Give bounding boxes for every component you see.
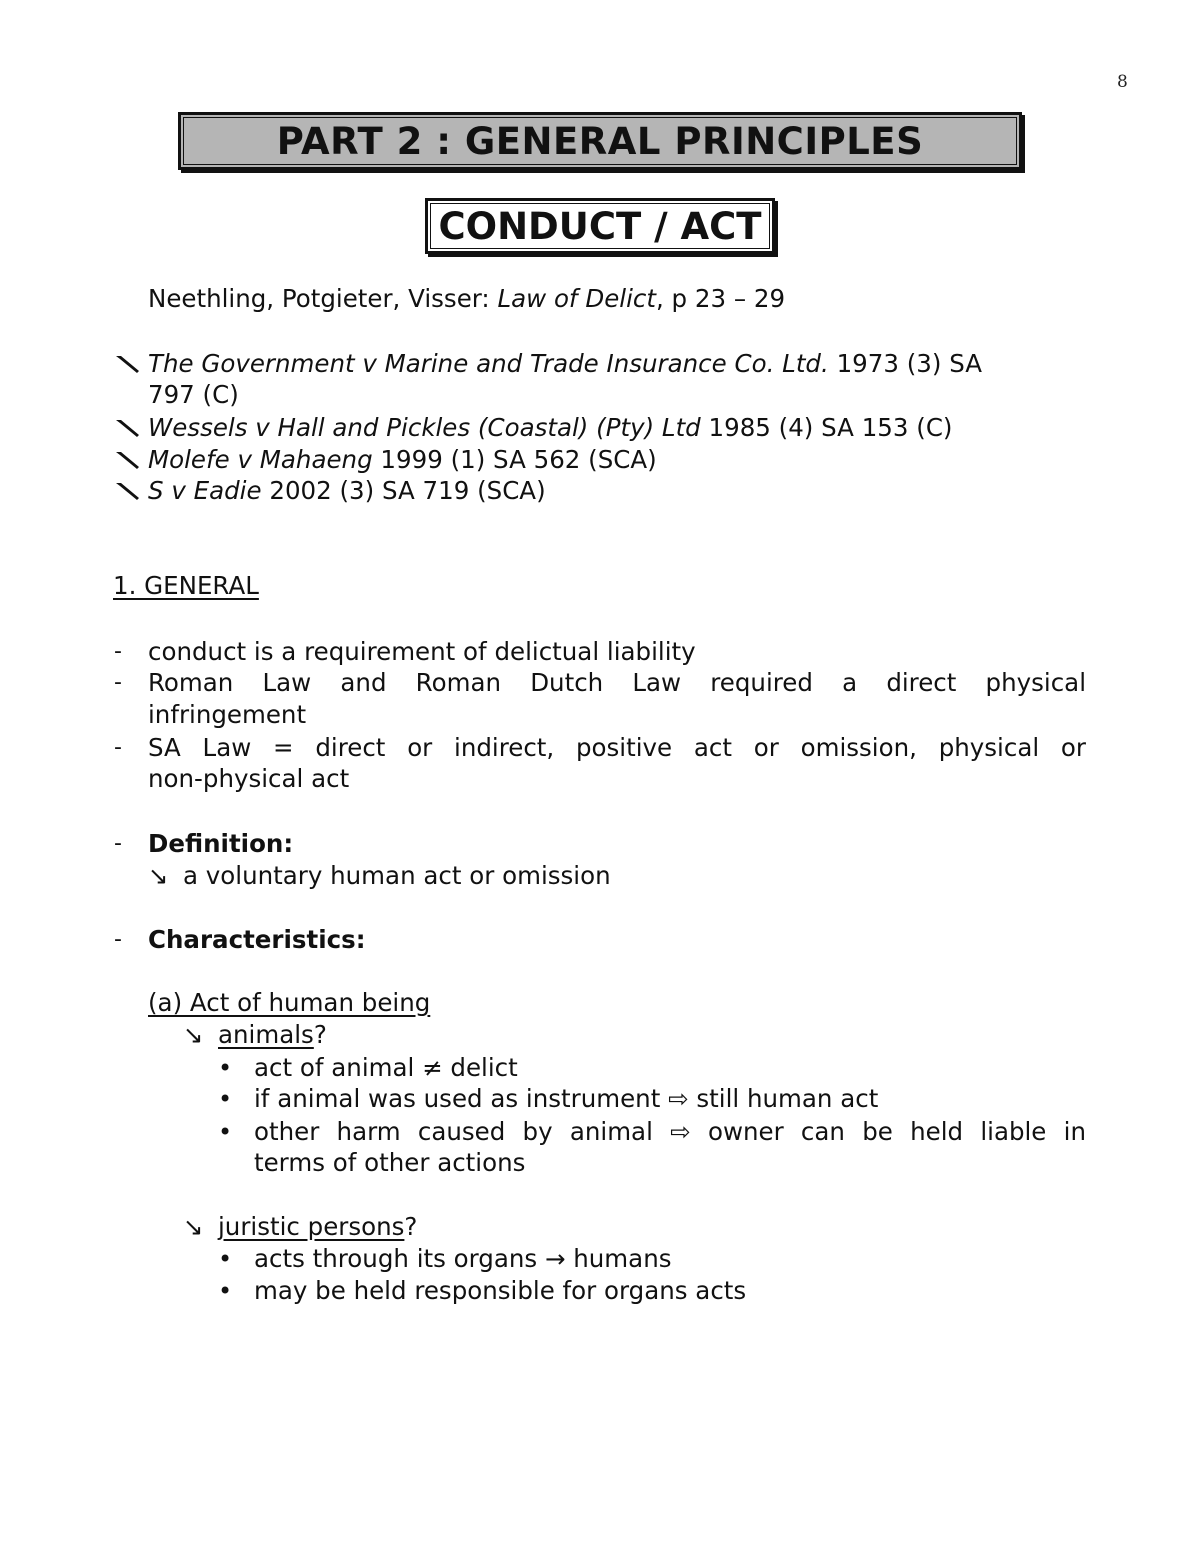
bullet-icon: • — [218, 1054, 233, 1082]
juristic-bullet-2: may be held responsible for organs acts — [254, 1276, 747, 1305]
case-name: Molefe v Mahaeng — [148, 445, 373, 474]
case-line-1-cont — [148, 380, 239, 410]
characteristics-label: Characteristics: — [148, 925, 366, 954]
juristic-heading — [218, 1212, 417, 1242]
case-citation: 1985 (4) SA 153 (C) — [700, 413, 953, 442]
case-name: The Government v Marine and Trade Insurance Co. Ltd. — [148, 349, 829, 378]
animals-label: animals — [218, 1020, 314, 1049]
case-citation: 2002 (3) SA 719 (SCA) — [261, 476, 546, 505]
case-name: S v Eadie — [148, 476, 262, 505]
page-number: 8 — [1117, 72, 1128, 92]
arrow-icon: ↘ — [148, 861, 169, 890]
gavel-icon — [114, 449, 142, 471]
dash-marker: - — [114, 639, 122, 664]
dash-marker: - — [114, 831, 122, 856]
case-line-3 — [148, 445, 657, 475]
animals-bullet-3-cont: terms of other actions — [254, 1148, 526, 1177]
juristic-label: juristic persons — [218, 1212, 405, 1241]
part-title-box — [178, 112, 1022, 170]
definition-label: Definition: — [148, 829, 294, 858]
animals-bullet-1: act of animal ≠ delict — [254, 1053, 518, 1082]
dash-marker: - — [114, 927, 122, 952]
case-line-2 — [148, 413, 952, 443]
case-line-4 — [148, 476, 546, 506]
gavel-icon — [114, 353, 142, 375]
case-citation: 1999 (1) SA 562 (SCA) — [372, 445, 657, 474]
arrow-icon: ↘ — [183, 1212, 204, 1241]
reference-line — [148, 284, 785, 314]
bullet-icon: • — [218, 1118, 233, 1146]
dash-marker: - — [114, 735, 122, 760]
section-title-box — [425, 198, 775, 254]
animals-bullet-2: if animal was used as instrument ⇨ still human act — [254, 1084, 879, 1113]
definition-text: a voluntary human act or omission — [183, 861, 611, 890]
case-citation: 1973 (3) SA — [828, 349, 982, 378]
general-point-2: Roman Law and Roman Dutch Law required a direct physical — [148, 668, 1086, 697]
gavel-icon — [114, 480, 142, 502]
arrow-icon: ↘ — [183, 1020, 204, 1049]
reference-suffix: , p 23 – 29 — [655, 284, 786, 313]
animals-bullet-3: other harm caused by animal ⇨ owner can be held liable in — [254, 1117, 1086, 1146]
general-point-1: conduct is a requirement of delictual liability — [148, 637, 696, 666]
gavel-icon — [114, 417, 142, 439]
section-title: CONDUCT / ACT — [438, 204, 762, 248]
juristic-bullet-1: acts through its organs → humans — [254, 1244, 672, 1273]
general-point-2-cont: infringement — [148, 700, 307, 729]
case-name: Wessels v Hall and Pickles (Coastal) (Pty) Ltd — [148, 413, 701, 442]
general-point-3-cont: non-physical act — [148, 764, 350, 793]
general-heading: 1. GENERAL — [113, 571, 259, 600]
dash-marker: - — [114, 670, 122, 695]
bullet-icon: • — [218, 1245, 233, 1273]
case-line-1 — [148, 349, 982, 379]
part-title: PART 2 : GENERAL PRINCIPLES — [276, 119, 924, 163]
reference-prefix: Neethling, Potgieter, Visser: — [148, 284, 498, 313]
animals-qmark: ? — [313, 1020, 327, 1049]
juristic-qmark: ? — [404, 1212, 418, 1241]
reference-book-title: Law of Delict — [497, 284, 656, 313]
bullet-icon: • — [218, 1277, 233, 1305]
general-point-3: SA Law = direct or indirect, positive act or omission, physical or — [148, 733, 1086, 762]
animals-heading — [218, 1020, 327, 1050]
characteristic-a-heading: (a) Act of human being — [148, 988, 431, 1017]
bullet-icon: • — [218, 1085, 233, 1113]
case-citation-cont: 797 (C) — [148, 380, 239, 409]
